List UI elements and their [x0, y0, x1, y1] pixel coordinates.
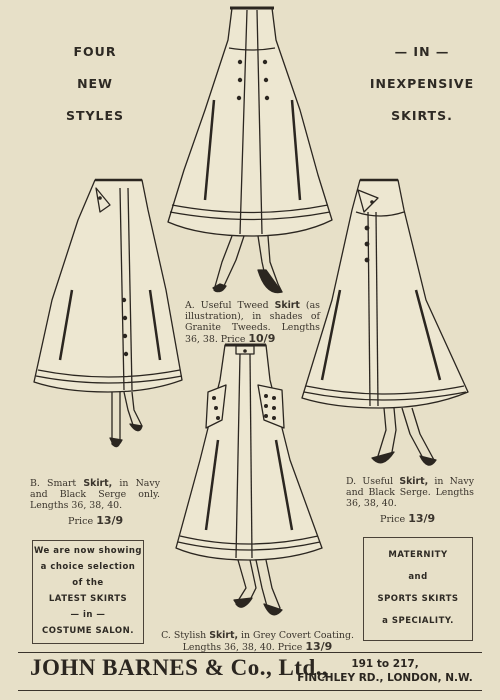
skirt-c-price: 13/9 — [305, 640, 333, 653]
box-right-line-3: SPORTS SKIRTS — [377, 594, 459, 604]
box-right-line-4: a SPECIALITY. — [382, 616, 454, 626]
skirt-a-illustration — [168, 8, 332, 293]
box-left-line-4: LATEST SKIRTS — [48, 594, 128, 604]
skirt-c-illustration — [176, 345, 322, 615]
skirt-c-caption: C. Stylish Skirt, in Grey Covert Coating. Lengths 36, 38, 40. Price 13/9 — [161, 630, 354, 653]
box-left-line-3: of the — [72, 578, 104, 588]
skirt-d-price-line: Price 13/9 — [380, 512, 436, 525]
skirt-d-price: 13/9 — [408, 512, 436, 525]
footer-address-line-2: FINCHLEY RD., LONDON, N.W. — [297, 672, 473, 684]
skirt-b-price: 13/9 — [96, 514, 124, 527]
box-left-line-6: COSTUME SALON. — [42, 626, 134, 636]
header-right-line-1: — IN — — [394, 44, 450, 59]
footer-rule-bottom — [18, 690, 482, 691]
footer-rule-top — [18, 652, 482, 653]
header-left-line-2: NEW — [77, 76, 113, 91]
skirt-a-caption: A. Useful Tweed Skirt (as illustration), in shades of Granite Tweeds. Lengths 36, 38. Price 10/9 — [185, 300, 320, 345]
footer-address-line-1: 191 to 217, — [351, 658, 419, 670]
box-left-line-2: a choice selection — [40, 562, 136, 572]
footer-address — [285, 657, 485, 685]
header-left-line-1: FOUR — [73, 44, 117, 59]
header-left-line-3: STYLES — [65, 108, 125, 123]
skirt-b-price-line: Price 13/9 — [68, 514, 124, 527]
skirt-b-illustration — [34, 180, 182, 447]
box-left-line-5: — in — — [70, 610, 106, 620]
header-right-line-2: INEXPENSIVE — [369, 76, 475, 91]
header-right-line-3: SKIRTS. — [391, 108, 453, 123]
box-right-line-1: MATERNITY — [388, 550, 448, 560]
box-left-line-1: We are now showing — [33, 546, 142, 556]
costume-salon-box — [32, 540, 144, 644]
maternity-box — [363, 537, 473, 641]
box-right-line-2: and — [408, 572, 428, 582]
skirt-a-price: 10/9 — [248, 332, 276, 345]
footer-company-name: JOHN BARNES & Co., Ltd., — [30, 655, 329, 680]
skirt-d-caption: D. Useful Skirt, in Navy and Black Serge. Lengths 36, 38, 40. — [346, 476, 474, 509]
skirt-b-caption: B. Smart Skirt, in Navy and Black Serge only. Lengths 36, 38, 40. — [30, 478, 160, 511]
